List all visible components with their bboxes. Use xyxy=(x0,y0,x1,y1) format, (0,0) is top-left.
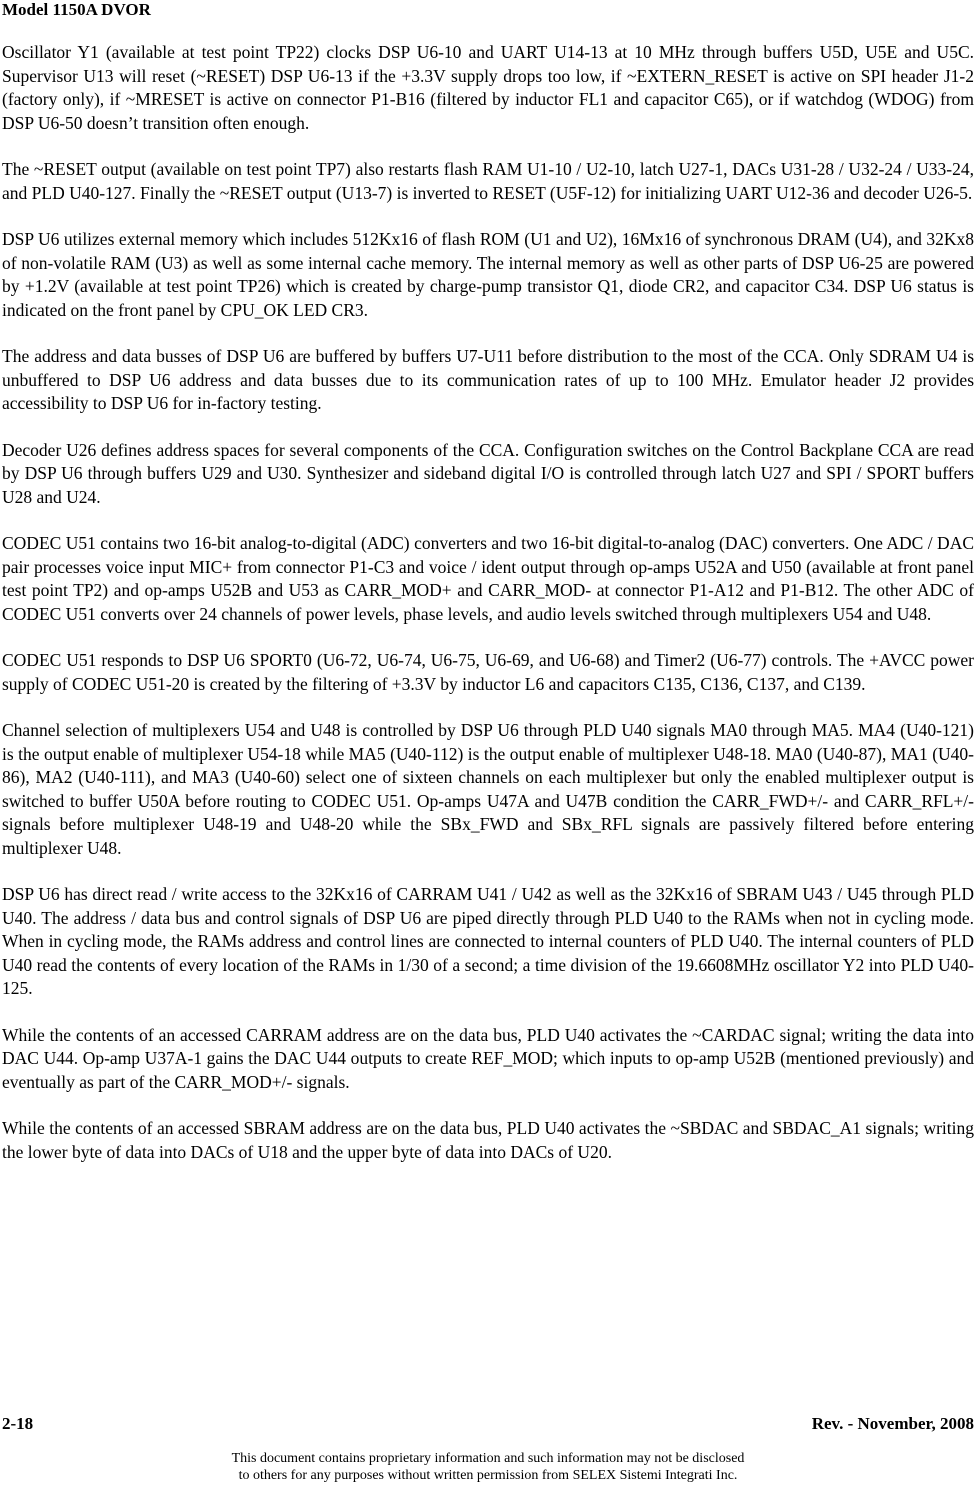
revision-date: Rev. - November, 2008 xyxy=(811,1414,974,1433)
paragraph-sbdac: While the contents of an accessed SBRAM address are on the data bus, PLD U40 activates the ~SBDAC and SBDAC_A1 signals; writing the lower byte of data into DACs of U18 and the upper byte of data into DACs of U20. xyxy=(2,1118,974,1162)
paragraph-decoder: Decoder U26 defines address spaces for several components of the CCA. Configuration switches on the Control Backplane CCA are read by DSP U6 through buffers U29 and U30. Synthesizer and sideband digital I/O is controlled through latch U27 and SPI / SPORT buffers U28 and U24. xyxy=(2,439,974,507)
page-number: 2-18 xyxy=(2,1414,34,1433)
paragraph-ram-access: DSP U6 has direct read / write access to the 32Kx16 of CARRAM U41 / U42 as well as the 32Kx16 of SBRAM U43 / U45 through PLD U40. The address / data bus and control signals of DSP U6 are piped directly through PLD U40 to the RAMs when not in cycling mode. When in cycling mode, the RAMs address and control lines are connected to internal counters of PLD U40. The internal counters of PLD U40 read the contents of every location of the RAMs in 1/30 of a second; a time division of the 19.6608MHz oscillator Y2 into PLD U40-125. xyxy=(2,884,974,998)
paragraph-reset-output: The ~RESET output (available on test point TP7) also restarts flash RAM U1-10 / U2-10, latch U27-1, DACs U31-28 / U32-24 / U33-24, and PLD U40-127. Finally the ~RESET output (U13-7) is inverted to RESET (U5F-12) for initializing UART U12-36 and decoder U26-5. xyxy=(2,159,974,203)
paragraph-oscillator-reset: Oscillator Y1 (available at test point TP22) clocks DSP U6-10 and UART U14-13 at 10 MHz through buffers U5D, U5E and U5C. Supervisor U13 will reset (~RESET) DSP U6-13 if the +3.3V supply drops too low, if ~EXTERN_RESET is active on SPI header J1-2 (factory only), if ~MRESET is active on connector P1-B16 (filtered by inductor FL1 and capacitor C65), or if watchdog (WDOG) from DSP U6-50 doesn’t transition often enough. xyxy=(2,42,974,133)
paragraph-codec-sport: CODEC U51 responds to DSP U6 SPORT0 (U6-72, U6-74, U6-75, U6-69, and U6-68) and Timer2 (U6-77) controls. The +AVCC power supply of CODEC U51-20 is created by the filtering of +3.3V by inductor L6 and capacitors C135, C136, C137, and C139. xyxy=(2,650,974,694)
paragraph-codec-converters: CODEC U51 contains two 16-bit analog-to-digital (ADC) converters and two 16-bit digital-to-analog (DAC) converters. One ADC / DAC pair processes voice input MIC+ from connector P1-C3 and voice / ident output through op-amps U52A and U50 (available at front panel test point TP2) and op-amps U52B and U53 as CARR_MOD+ and CARR_MOD- at connector P1-A12 and P1-B12. The other ADC of CODEC U51 converts over 24 channels of power levels, phase levels, and audio levels switched through multiplexers U54 and U48. xyxy=(2,533,974,624)
disclaimer-line-1: This document contains proprietary information and such information may not be disclosed xyxy=(231,1451,745,1466)
page-footer xyxy=(2,1413,974,1437)
disclaimer-line-2: to others for any purposes without written permission from SELEX Sistemi Integrati Inc. xyxy=(238,1468,738,1483)
paragraph-dsp-memory: DSP U6 utilizes external memory which includes 512Kx16 of flash ROM (U1 and U2), 16Mx16 of synchronous DRAM (U4), and 32Kx8 of non-volatile RAM (U3) as well as some internal cache memory. The internal memory as well as other parts of DSP U6-25 are powered by +1.2V (available at test point TP26) which is created by charge-pump transistor Q1, diode CR2, and capacitor C34. DSP U6 status is indicated on the front panel by CPU_OK LED CR3. xyxy=(2,229,974,320)
paragraph-multiplexer-selection: Channel selection of multiplexers U54 and U48 is controlled by DSP U6 through PLD U40 signals MA0 through MA5. MA4 (U40-121) is the output enable of multiplexer U54-18 while MA5 (U40-112) is the output enable of multiplexer U48-18. MA0 (U40-87), MA1 (U40-86), MA2 (U40-111), and MA3 (U40-60) select one of sixteen channels on each multiplexer but only the enabled multiplexer output is switched to buffer U50A before routing to CODEC U51. Op-amps U47A and U47B condition the CARR_FWD+/- and CARR_RFL+/- signals before multiplexer U48-19 and U48-20 while the SBx_FWD and SBx_RFL signals are passively filtered before entering multiplexer U48. xyxy=(2,720,974,858)
proprietary-disclaimer xyxy=(0,1450,976,1484)
paragraph-address-data-busses: The address and data busses of DSP U6 are buffered by buffers U7-U11 before distribution to the most of the CCA. Only SDRAM U4 is unbuffered to DSP U6 address and data busses due to its communication rates of up to 100 MHz. Emulator header J2 provides accessibility to DSP U6 for in-factory testing. xyxy=(2,346,974,413)
paragraph-cardac: While the contents of an accessed CARRAM address are on the data bus, PLD U40 activates the ~CARDAC signal; writing the data into DAC U44. Op-amp U37A-1 gains the DAC U44 outputs to create REF_MOD; which inputs to op-amp U52B (mentioned previously) and eventually as part of the CARR_MOD+/- signals. xyxy=(2,1024,974,1092)
page-header-title: Model 1150A DVOR xyxy=(2,0,151,19)
document-body xyxy=(2,41,974,1187)
